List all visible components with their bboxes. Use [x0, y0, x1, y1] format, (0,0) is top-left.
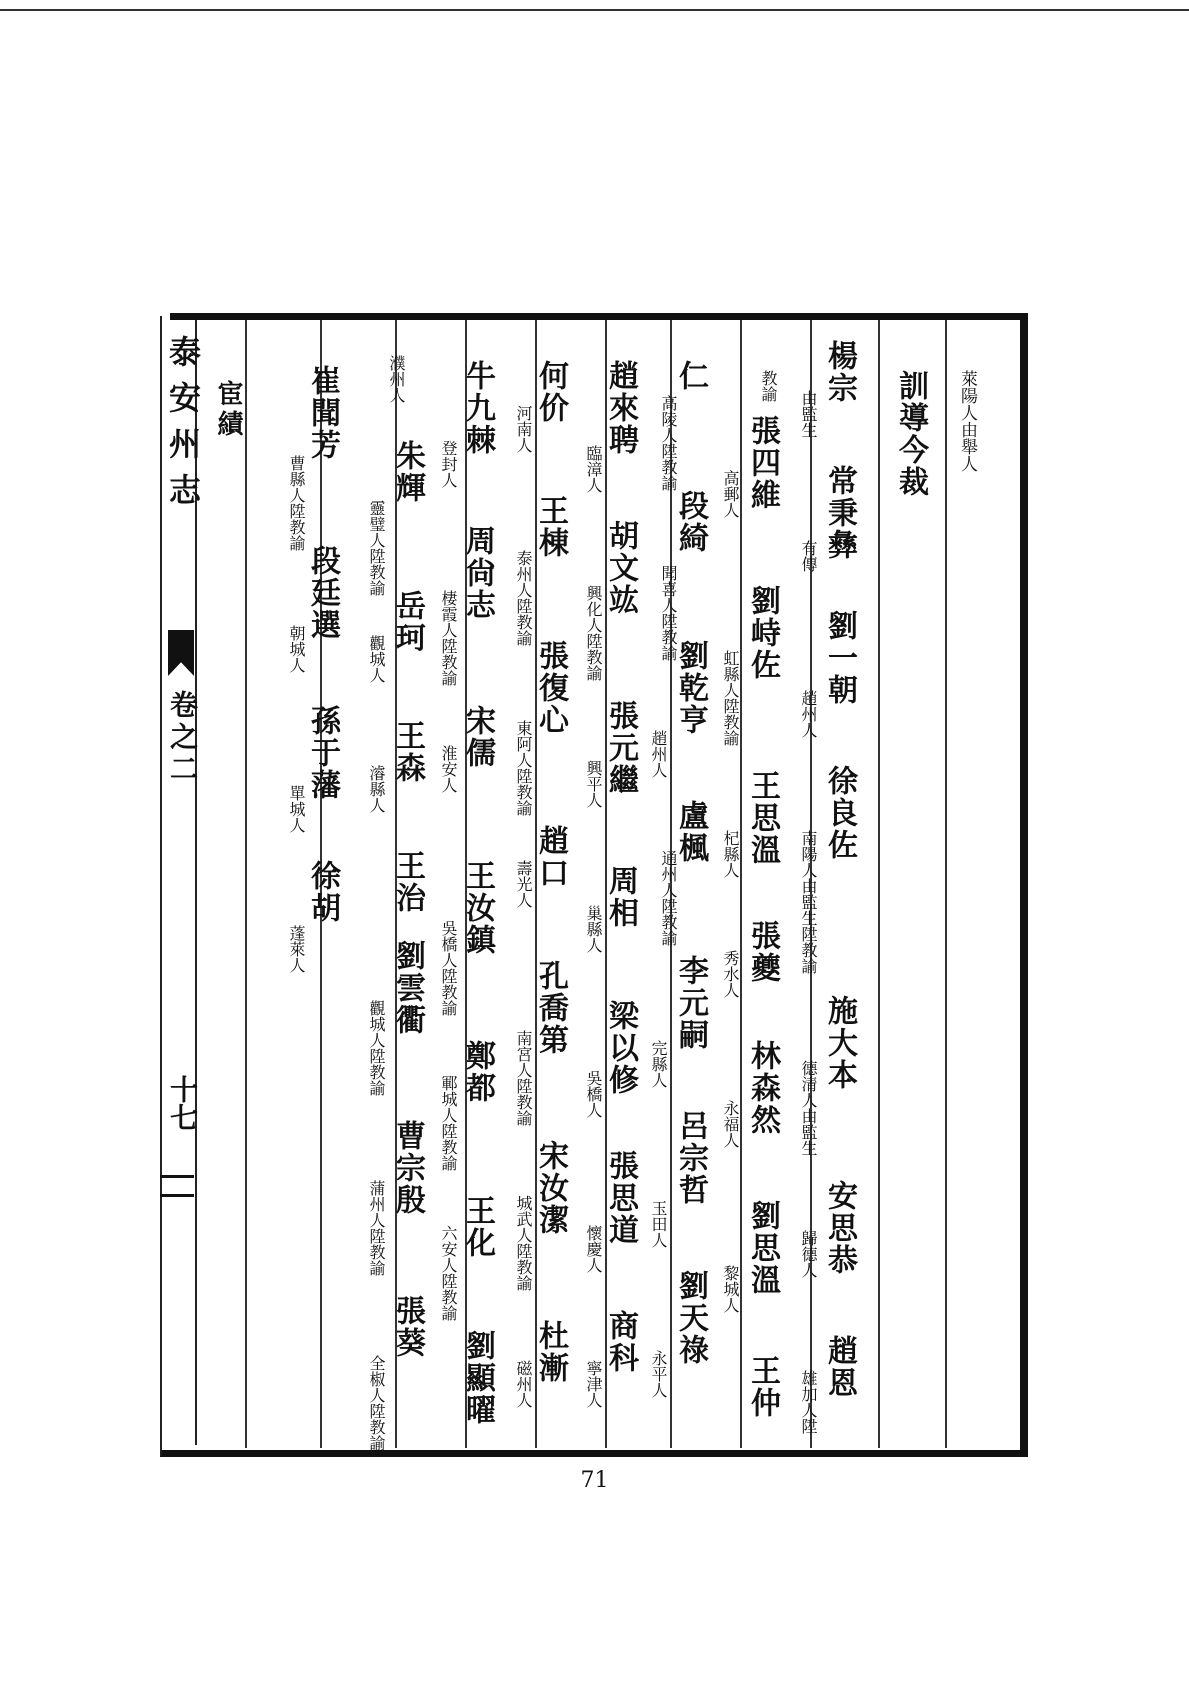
entry-name: 施大本	[822, 995, 857, 1091]
entry-note: 東阿人陞教諭	[514, 720, 533, 816]
entry-note: 通州人陞教諭	[659, 850, 678, 946]
column-divider	[945, 320, 947, 1448]
entry-note: 南宮人陞教諭	[514, 1030, 533, 1126]
entry-note: 完縣人	[649, 1040, 668, 1088]
entry-note: 磁州人	[514, 1360, 533, 1408]
entry-name: 王森	[390, 720, 425, 784]
entry-name: 李元嗣	[673, 955, 708, 1051]
entry-name: 岳珂	[390, 590, 425, 654]
entry-name: 徐良佐	[822, 765, 857, 861]
entry-note: 興平人	[584, 760, 603, 808]
entry-name: 張元繼	[603, 700, 638, 796]
entry-name: 張葵	[390, 1295, 425, 1359]
entry-name: 王汝鎮	[460, 860, 495, 956]
entry-name: 何价	[533, 360, 568, 424]
page-number: 71	[580, 1468, 609, 1493]
entry-note: 寧津人	[584, 1360, 603, 1408]
entry-note: 曹縣人陞教諭	[287, 455, 306, 551]
entry-name: 宋儒	[460, 705, 495, 769]
entry-note: 杞縣人	[721, 830, 740, 878]
entry-note: 永福人	[721, 1100, 740, 1148]
entry-name: 呂宗哲	[673, 1110, 708, 1206]
entry-note: 六安人陞教諭	[439, 1225, 458, 1321]
entry-name: 劉思溫	[745, 1200, 780, 1296]
entry-name: 梁以修	[603, 1000, 638, 1096]
entry-name: 曹宗殷	[390, 1120, 425, 1216]
entry-name: 張夔	[745, 920, 780, 984]
volume-label: 卷之二	[166, 690, 199, 786]
entry-name: 王仲	[745, 1355, 780, 1419]
frame-bottom-rule	[160, 1450, 1028, 1457]
column-divider	[878, 320, 880, 1448]
entry-name: 仁	[673, 360, 708, 392]
column-divider	[740, 320, 742, 1448]
entry-note: 濮州人	[387, 355, 406, 403]
entry-name: 趙口	[533, 825, 568, 889]
entry-note: 興化人陞教諭	[584, 585, 603, 681]
entry-name: 劉一朝	[822, 610, 857, 706]
entry-note: 淮安人	[439, 745, 458, 793]
entry-name: 林森然	[745, 1040, 780, 1136]
entry-name: 崔聞芳	[305, 365, 340, 461]
entry-note: 教諭	[759, 370, 778, 402]
entry-name: 周相	[603, 865, 638, 929]
entry-note: 虹縣人陞教諭	[721, 650, 740, 746]
entry-name: 朱輝	[390, 440, 425, 504]
entry-name: 張復心	[533, 640, 568, 736]
entry-note: 城武人陞教諭	[514, 1195, 533, 1291]
entry-note: 趙州人	[799, 690, 818, 738]
entry-name: 劉乾亨	[673, 640, 708, 736]
entry-name: 王化	[460, 1195, 495, 1259]
entry-note: 玉田人	[649, 1200, 668, 1248]
entry-name: 王思溫	[745, 770, 780, 866]
folio-number: 十七	[166, 1075, 199, 1131]
column-divider	[245, 320, 247, 1448]
entry-name: 段綺	[673, 490, 708, 554]
entry-name: 周尙志	[460, 525, 495, 621]
entry-note: 棲霞人陞教諭	[439, 590, 458, 686]
entry-note: 壽光人	[514, 860, 533, 908]
entry-name: 劉雲衢	[390, 940, 425, 1036]
entry-name: 杜漸	[533, 1320, 568, 1384]
entry-note: 蓬萊人	[287, 925, 306, 973]
subsection-heading: 訓導今裁	[893, 370, 928, 498]
entry-note: 觀城人陞教諭	[367, 1000, 386, 1096]
entry-note: 雄加人陞	[799, 1370, 818, 1434]
entry-note: 濬縣人	[367, 765, 386, 813]
top-border-line	[0, 9, 1189, 11]
margin-double-rule	[160, 1175, 194, 1197]
entry-note: 南陽人由監生陞教諭	[799, 830, 818, 974]
entry-note: 泰州人陞教諭	[514, 550, 533, 646]
entry-note: 德清人由監生	[799, 1060, 818, 1156]
section-heading: 宦績	[213, 380, 243, 440]
entry-name: 安思恭	[822, 1180, 857, 1276]
entry-note: 有傳	[799, 540, 818, 572]
entry-name: 常秉彝	[822, 465, 857, 561]
entry-name: 商科	[603, 1310, 638, 1374]
entry-name: 趙恩	[822, 1335, 857, 1399]
entry-note: 高陵人陞教諭	[659, 395, 678, 491]
entry-name: 牛九棘	[460, 360, 495, 456]
entry-note: 高郵人	[721, 470, 740, 518]
entry-name: 鄭都	[460, 1040, 495, 1104]
entry-name: 劉顯曜	[460, 1330, 495, 1426]
entry-note: 聞喜人陞教諭	[659, 565, 678, 661]
entry-note: 秀水人	[721, 950, 740, 998]
entry-note: 由監生	[799, 390, 818, 438]
entry-note: 巢縣人	[584, 905, 603, 953]
entry-note: 蒲州人陞教諭	[367, 1180, 386, 1276]
entry-note: 河南人	[514, 405, 533, 453]
entry-note: 觀城人	[367, 635, 386, 683]
entry-name: 劉天祿	[673, 1270, 708, 1366]
entry-name: 張思道	[603, 1150, 638, 1246]
frame-top-rule	[170, 313, 1028, 320]
entry-note: 懷慶人	[584, 1225, 603, 1273]
entry-name: 盧楓	[673, 800, 708, 864]
entry-note: 靈璧人陞教諭	[367, 500, 386, 596]
entry-note: 歸德人	[799, 1230, 818, 1278]
entry-name: 劉峙佐	[745, 585, 780, 681]
entry-name: 段廷選	[305, 545, 340, 641]
entry-note: 登封人	[439, 440, 458, 488]
frame-right-rule	[1020, 313, 1028, 1457]
entry-name: 宋汝潔	[533, 1140, 568, 1236]
book-title: 泰安州志	[164, 335, 202, 519]
entry-name: 王治	[390, 850, 425, 914]
entry-note: 全椒人陞教諭	[367, 1355, 386, 1451]
entry-name: 孔喬第	[533, 960, 568, 1056]
entry-note: 黎城人	[721, 1265, 740, 1313]
entry-note: 朝城人	[287, 625, 306, 673]
entry-note: 永平人	[649, 1350, 668, 1398]
entry-note: 吳橋人陞教諭	[439, 920, 458, 1016]
entry-name: 王棟	[533, 495, 568, 559]
entry-note: 臨漳人	[584, 445, 603, 493]
entry-name: 胡文竑	[603, 520, 638, 616]
entry-note: 趙州人	[649, 730, 668, 778]
annotation: 萊陽人由舉人	[957, 370, 977, 472]
entry-name: 張四維	[745, 415, 780, 511]
entry-note: 吳橋人	[584, 1070, 603, 1118]
entry-name: 孫于藩	[305, 705, 340, 801]
entry-name: 趙來聘	[603, 360, 638, 456]
entry-name: 楊宗	[822, 340, 857, 404]
entry-name: 徐胡	[305, 860, 340, 924]
fish-tail-mark	[168, 630, 194, 676]
entry-note: 單城人	[287, 785, 306, 833]
entry-note: 鄆城人陞教諭	[439, 1075, 458, 1171]
